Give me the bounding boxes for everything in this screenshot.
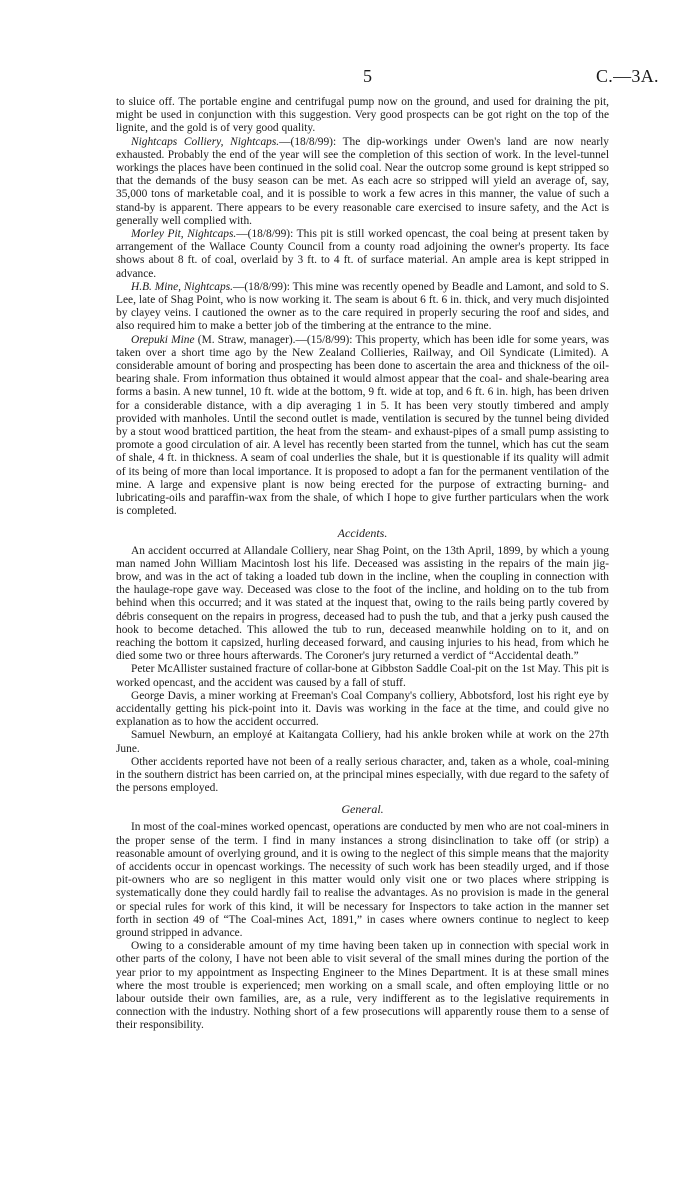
paragraph-hb-mine: H.B. Mine, Nightcaps.—(18/8/99): This mine was recently opened by Beadle and Lamont, and sold to S. Lee, late of Shag Point, who is now working it. The seam is about 6 ft. 6 in. thick, and very much disjointed by clayey veins. I cautioned the owner as to the care required in properly securing the roof and sides, and also required him to make a better job of the timbering at the entrance to the mine. <box>116 280 609 333</box>
paragraph-accident: Peter McAllister sustained fracture of collar-bone at Gibbston Saddle Coal-pit on the 1st May. This pit is worked opencast, and the accident was caused by a fall of stuff. <box>116 663 609 689</box>
paragraph-continuation: to sluice off. The portable engine and centrifugal pump now on the ground, and used for draining the pit, might be used in conjunction with this suggestion. Very good prospects can be got right on the top of the lignite, and the gold is of very good quality. <box>116 96 609 135</box>
document-reference: C.—3A. <box>596 66 659 86</box>
page-number: 5 <box>363 66 372 86</box>
paragraph-nightcaps-colliery: Nightcaps Colliery, Nightcaps.—(18/8/99): The dip-workings under Owen's land are now nearly exhausted. Probably the end of the year will see the completion of this section of work. In the level-tunnel workings the places have been continued in the solid coal. Near the outcrop some ground is kept stripped so that the demands of the busy season can be met. As each acre so stripped will yield an average of, say, 35,000 tons of marketable coal, and it is possible to work a few acres in this manner, the value of such a stand-by is apparent. There appears to be every reasonable care exercised to insure safety, and the Act is generally well complied with. <box>116 135 609 227</box>
page-header <box>0 66 700 88</box>
paragraph-general: Owing to a considerable amount of my time having been taken up in connection with special work in other parts of the colony, I have not been able to visit several of the small mines during the portion of the year prior to my appointment as Inspecting Engineer to the Mines Department. It is at these small mines where the most trouble is experienced; men working on a small scale, and often employing little or no labour outside their own families, are, as a rule, very indifferent as to the legislative requirements in connection with the industry. Nothing short of a few prosecutions will apparently rouse them to a sense of their responsibility. <box>116 940 609 1032</box>
paragraph-accident: Samuel Newburn, an employé at Kaitangata Colliery, had his ankle broken while at work on the 27th June. <box>116 729 609 755</box>
paragraph-accident: George Davis, a miner working at Freeman's Coal Company's colliery, Abbotsford, lost his right eye by accidentally getting his pick-point into it. Davis was working in the face at the time, and could give no explanation as to how the accident occurred. <box>116 689 609 729</box>
section-heading-accidents: Accidents. <box>337 525 388 540</box>
mine-name: H.B. Mine, Nightcaps. <box>131 280 233 293</box>
paragraph-morley-pit: Morley Pit, Nightcaps.—(18/8/99): This pit is still worked opencast, the coal being at present taken by arrangement of the Wallace County Council from a county road adjoining the owner's property. Its face shows about 8 ft. of coal, overlaid by 3 ft. to 4 ft. of surface material. An ample area is kept stripped in advance. <box>116 228 609 280</box>
paragraph-accident: An accident occurred at Allandale Colliery, near Shag Point, on the 13th April, 1899, by which a young man named John William Macintosh lost his life. Deceased was assisting in the repairs of the main jig-brow, and was in the act of taking a loaded tub down in the incline, when the coupling in connection with the haulage-rope gave way. Deceased was close to the foot of the incline, and holding on to the tub from behind when this occurred; and it was stated at the inquest that, owing to the rails being partly covered by débris consequent on the repairs in progress, deceased had to push the tub, and that a jerky push caused the hook to become detached. This allowed the tub to run, deceased meanwhile holding on to it, and on reaching the bottom it capsized, hurling deceased forward, and causing injuries to his head, from which he died some two or three hours afterwards. The Coroner's jury returned a verdict of “Accidental death.” <box>116 544 609 663</box>
section-heading-general: General. <box>341 802 384 817</box>
paragraph-general: In most of the coal-mines worked opencast, operations are conducted by men who are not coal-miners in the proper sense of the term. I find in many instances a strong disinclination to take off (or strip) a reasonable amount of overlying ground, and it is owing to the neglect of this simple means that the majority of accidents occur in opencast workings. The necessity of such work has been steadily urged, and if those pit-owners who are so negligent in this matter would only visit one or two places where stripping is systematically done they could hardly fail to realise the advantages. As no provision is made in the general or special rules for work of this kind, it will be necessary for Inspectors to take action in the manner set forth in section 49 of “The Coal-mines Act, 1891,” in cases where owners continue to neglect to keep ground stripped in advance. <box>116 821 609 939</box>
mine-name: Morley Pit, Nightcaps. <box>131 228 237 241</box>
paragraph-orepuki-mine: Orepuki Mine (M. Straw, manager).—(15/8/99): This property, which has been idle for some years, was taken over a short time ago by the New Zealand Collieries, Railway, and Oil Syndicate (Limited). A considerable amount of boring and prospecting has been done to ascertain the area and thickness of the oil-bearing shale. From information thus obtained it would almost appear that the coal- and shale-bearing area forms a basin. A new tunnel, 10 ft. wide at the bottom, 9 ft. wide at top, and 6 ft. 6 in. high, has been driven for a considerable distance, with a dip averaging 1 in 5. It has been very stoutly timbered and amply provided with manholes. Until the second outlet is made, ventilation is secured by the tunnel being divided by a stout wood bratticed partition, the heat from the steam- and exhaust-pipes of a small pump assisting to promote a good circulation of air. A level has recently been started from the tunnel, which has cut the seam of shale, 4 ft. in thickness. A seam of coal underlies the shale, but it is questionable if its quality will admit of its being of more than local importance. It is proposed to adopt a fan for the permanent ventilation of the mine. A large and expensive plant is now being erected for the purpose of extracting burning- and lubricating-oils and paraffin-wax from the shale, of which I hope to give further particulars when the work is completed. <box>116 333 609 518</box>
paragraph-accident: Other accidents reported have not been of a really serious character, and, taken as a whole, coal-mining in the southern district has been carried on, at the principal mines especially, with due regard to the safety of the persons employed. <box>116 755 610 795</box>
body-text <box>116 96 609 1033</box>
mine-name: Orepuki Mine <box>131 333 195 346</box>
mine-name: Nightcaps Colliery, Nightcaps. <box>131 135 280 148</box>
